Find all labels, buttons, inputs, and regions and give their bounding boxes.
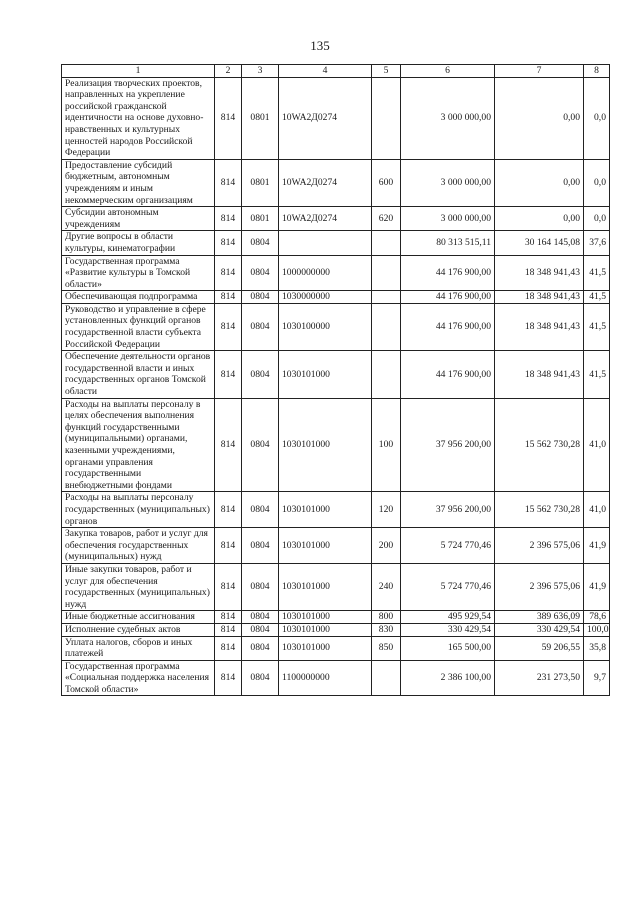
section-code-cell: 0804: [242, 636, 279, 660]
column-header: 1: [62, 65, 215, 78]
actual-amount-cell: 389 636,09: [495, 611, 584, 624]
target-article-cell: 1030101000: [279, 528, 372, 564]
expense-name-cell: Другие вопросы в области культуры, кинематографии: [62, 231, 215, 255]
budget-table: [61, 64, 610, 696]
target-article-cell: 10WA2Д0274: [279, 77, 372, 159]
planned-amount-cell: 330 429,54: [401, 623, 495, 636]
target-article-cell: 1030101000: [279, 623, 372, 636]
target-article-cell: 1030101000: [279, 636, 372, 660]
expense-name-cell: Уплата налогов, сборов и иных платежей: [62, 636, 215, 660]
target-article-cell: 10WA2Д0274: [279, 207, 372, 231]
planned-amount-cell: 2 386 100,00: [401, 660, 495, 696]
chapter-code-cell: 814: [215, 623, 242, 636]
target-article-cell: 10WA2Д0274: [279, 159, 372, 206]
actual-amount-cell: 18 348 941,43: [495, 291, 584, 304]
table-row: [62, 159, 610, 206]
execution-percent-cell: 41,5: [584, 351, 610, 398]
execution-percent-cell: 78,6: [584, 611, 610, 624]
expense-type-cell: [372, 231, 401, 255]
expense-name-cell: Иные закупки товаров, работ и услуг для обеспечения государственных (муниципальных) нужд: [62, 563, 215, 610]
table-row: [62, 636, 610, 660]
execution-percent-cell: 41,5: [584, 291, 610, 304]
execution-percent-cell: 9,7: [584, 660, 610, 696]
planned-amount-cell: 37 956 200,00: [401, 398, 495, 492]
execution-percent-cell: 35,8: [584, 636, 610, 660]
chapter-code-cell: 814: [215, 492, 242, 528]
target-article-cell: [279, 231, 372, 255]
table-row: [62, 77, 610, 159]
expense-name-cell: Обеспечивающая подпрограмма: [62, 291, 215, 304]
chapter-code-cell: 814: [215, 611, 242, 624]
expense-name-cell: Иные бюджетные ассигнования: [62, 611, 215, 624]
section-code-cell: 0801: [242, 159, 279, 206]
expense-name-cell: Закупка товаров, работ и услуг для обеспечения государственных (муниципальных) нужд: [62, 528, 215, 564]
target-article-cell: 1030100000: [279, 303, 372, 350]
section-code-cell: 0804: [242, 611, 279, 624]
expense-name-cell: Государственная программа «Социальная поддержка населения Томской области»: [62, 660, 215, 696]
expense-name-cell: Предоставление субсидий бюджетным, автономным учреждениям и иным некоммерческим организациям: [62, 159, 215, 206]
section-code-cell: 0801: [242, 77, 279, 159]
expense-type-cell: [372, 303, 401, 350]
page-number: 135: [310, 38, 330, 53]
section-code-cell: 0801: [242, 207, 279, 231]
expense-type-cell: [372, 351, 401, 398]
chapter-code-cell: 814: [215, 77, 242, 159]
planned-amount-cell: 44 176 900,00: [401, 303, 495, 350]
expense-name-cell: Расходы на выплаты персоналу в целях обеспечения выполнения функций государственными (муниципальными) органами, казенными учреждениями, органами управления государственными внебюджетными фондами: [62, 398, 215, 492]
execution-percent-cell: 41,5: [584, 255, 610, 291]
column-header: 4: [279, 65, 372, 78]
planned-amount-cell: 37 956 200,00: [401, 492, 495, 528]
table-row: [62, 528, 610, 564]
actual-amount-cell: 0,00: [495, 207, 584, 231]
table-row: [62, 291, 610, 304]
planned-amount-cell: 495 929,54: [401, 611, 495, 624]
chapter-code-cell: 814: [215, 563, 242, 610]
table-header-row: [62, 65, 610, 78]
actual-amount-cell: 59 206,55: [495, 636, 584, 660]
planned-amount-cell: 44 176 900,00: [401, 255, 495, 291]
column-header: 6: [401, 65, 495, 78]
planned-amount-cell: 165 500,00: [401, 636, 495, 660]
chapter-code-cell: 814: [215, 636, 242, 660]
execution-percent-cell: 41,5: [584, 303, 610, 350]
actual-amount-cell: 0,00: [495, 77, 584, 159]
section-code-cell: 0804: [242, 291, 279, 304]
actual-amount-cell: 15 562 730,28: [495, 492, 584, 528]
chapter-code-cell: 814: [215, 231, 242, 255]
actual-amount-cell: 330 429,54: [495, 623, 584, 636]
table-row: [62, 255, 610, 291]
expense-type-cell: 600: [372, 159, 401, 206]
table-row: [62, 492, 610, 528]
section-code-cell: 0804: [242, 351, 279, 398]
execution-percent-cell: 41,9: [584, 563, 610, 610]
execution-percent-cell: 0,0: [584, 207, 610, 231]
chapter-code-cell: 814: [215, 207, 242, 231]
chapter-code-cell: 814: [215, 398, 242, 492]
table-row: [62, 623, 610, 636]
chapter-code-cell: 814: [215, 303, 242, 350]
planned-amount-cell: 80 313 515,11: [401, 231, 495, 255]
actual-amount-cell: 30 164 145,08: [495, 231, 584, 255]
expense-name-cell: Расходы на выплаты персоналу государственных (муниципальных) органов: [62, 492, 215, 528]
expense-type-cell: 120: [372, 492, 401, 528]
expense-type-cell: 240: [372, 563, 401, 610]
actual-amount-cell: 18 348 941,43: [495, 255, 584, 291]
planned-amount-cell: 5 724 770,46: [401, 528, 495, 564]
expense-type-cell: 850: [372, 636, 401, 660]
execution-percent-cell: 41,9: [584, 528, 610, 564]
execution-percent-cell: 0,0: [584, 77, 610, 159]
target-article-cell: 1030000000: [279, 291, 372, 304]
expense-type-cell: 800: [372, 611, 401, 624]
expense-type-cell: 200: [372, 528, 401, 564]
chapter-code-cell: 814: [215, 528, 242, 564]
planned-amount-cell: 44 176 900,00: [401, 351, 495, 398]
execution-percent-cell: 41,0: [584, 492, 610, 528]
column-header: 7: [495, 65, 584, 78]
expense-type-cell: 100: [372, 398, 401, 492]
section-code-cell: 0804: [242, 492, 279, 528]
column-header: 8: [584, 65, 610, 78]
actual-amount-cell: 2 396 575,06: [495, 563, 584, 610]
expense-type-cell: [372, 291, 401, 304]
actual-amount-cell: 2 396 575,06: [495, 528, 584, 564]
planned-amount-cell: 3 000 000,00: [401, 77, 495, 159]
target-article-cell: 1030101000: [279, 398, 372, 492]
table-row: [62, 231, 610, 255]
table-row: [62, 660, 610, 696]
actual-amount-cell: 18 348 941,43: [495, 303, 584, 350]
expense-name-cell: Государственная программа «Развитие культуры в Томской области»: [62, 255, 215, 291]
planned-amount-cell: 44 176 900,00: [401, 291, 495, 304]
actual-amount-cell: 15 562 730,28: [495, 398, 584, 492]
expense-name-cell: Субсидии автономным учреждениям: [62, 207, 215, 231]
section-code-cell: 0804: [242, 303, 279, 350]
expense-type-cell: [372, 77, 401, 159]
chapter-code-cell: 814: [215, 351, 242, 398]
expense-name-cell: Реализация творческих проектов, направленных на укрепление российской гражданской идентичности на основе духовно-нравственных и культурных ценностей народов Российской Федерации: [62, 77, 215, 159]
expense-type-cell: [372, 660, 401, 696]
expense-type-cell: 620: [372, 207, 401, 231]
execution-percent-cell: 100,0: [584, 623, 610, 636]
execution-percent-cell: 37,6: [584, 231, 610, 255]
section-code-cell: 0804: [242, 255, 279, 291]
target-article-cell: 1000000000: [279, 255, 372, 291]
actual-amount-cell: 0,00: [495, 159, 584, 206]
expense-name-cell: Обеспечение деятельности органов государственной власти и иных государственных органов Томской области: [62, 351, 215, 398]
expense-type-cell: 830: [372, 623, 401, 636]
column-header: 5: [372, 65, 401, 78]
section-code-cell: 0804: [242, 623, 279, 636]
section-code-cell: 0804: [242, 660, 279, 696]
actual-amount-cell: 231 273,50: [495, 660, 584, 696]
expense-type-cell: [372, 255, 401, 291]
table-row: [62, 611, 610, 624]
target-article-cell: 1100000000: [279, 660, 372, 696]
column-header: 2: [215, 65, 242, 78]
chapter-code-cell: 814: [215, 159, 242, 206]
execution-percent-cell: 41,0: [584, 398, 610, 492]
target-article-cell: 1030101000: [279, 611, 372, 624]
execution-percent-cell: 0,0: [584, 159, 610, 206]
actual-amount-cell: 18 348 941,43: [495, 351, 584, 398]
table-row: [62, 563, 610, 610]
chapter-code-cell: 814: [215, 291, 242, 304]
planned-amount-cell: 5 724 770,46: [401, 563, 495, 610]
expense-name-cell: Руководство и управление в сфере установленных функций органов государственной власти субъекта Российской Федерации: [62, 303, 215, 350]
planned-amount-cell: 3 000 000,00: [401, 159, 495, 206]
section-code-cell: 0804: [242, 398, 279, 492]
target-article-cell: 1030101000: [279, 492, 372, 528]
chapter-code-cell: 814: [215, 255, 242, 291]
table-row: [62, 351, 610, 398]
section-code-cell: 0804: [242, 231, 279, 255]
planned-amount-cell: 3 000 000,00: [401, 207, 495, 231]
section-code-cell: 0804: [242, 528, 279, 564]
table-row: [62, 398, 610, 492]
target-article-cell: 1030101000: [279, 563, 372, 610]
chapter-code-cell: 814: [215, 660, 242, 696]
target-article-cell: 1030101000: [279, 351, 372, 398]
table-row: [62, 303, 610, 350]
column-header: 3: [242, 65, 279, 78]
section-code-cell: 0804: [242, 563, 279, 610]
table-row: [62, 207, 610, 231]
expense-name-cell: Исполнение судебных актов: [62, 623, 215, 636]
